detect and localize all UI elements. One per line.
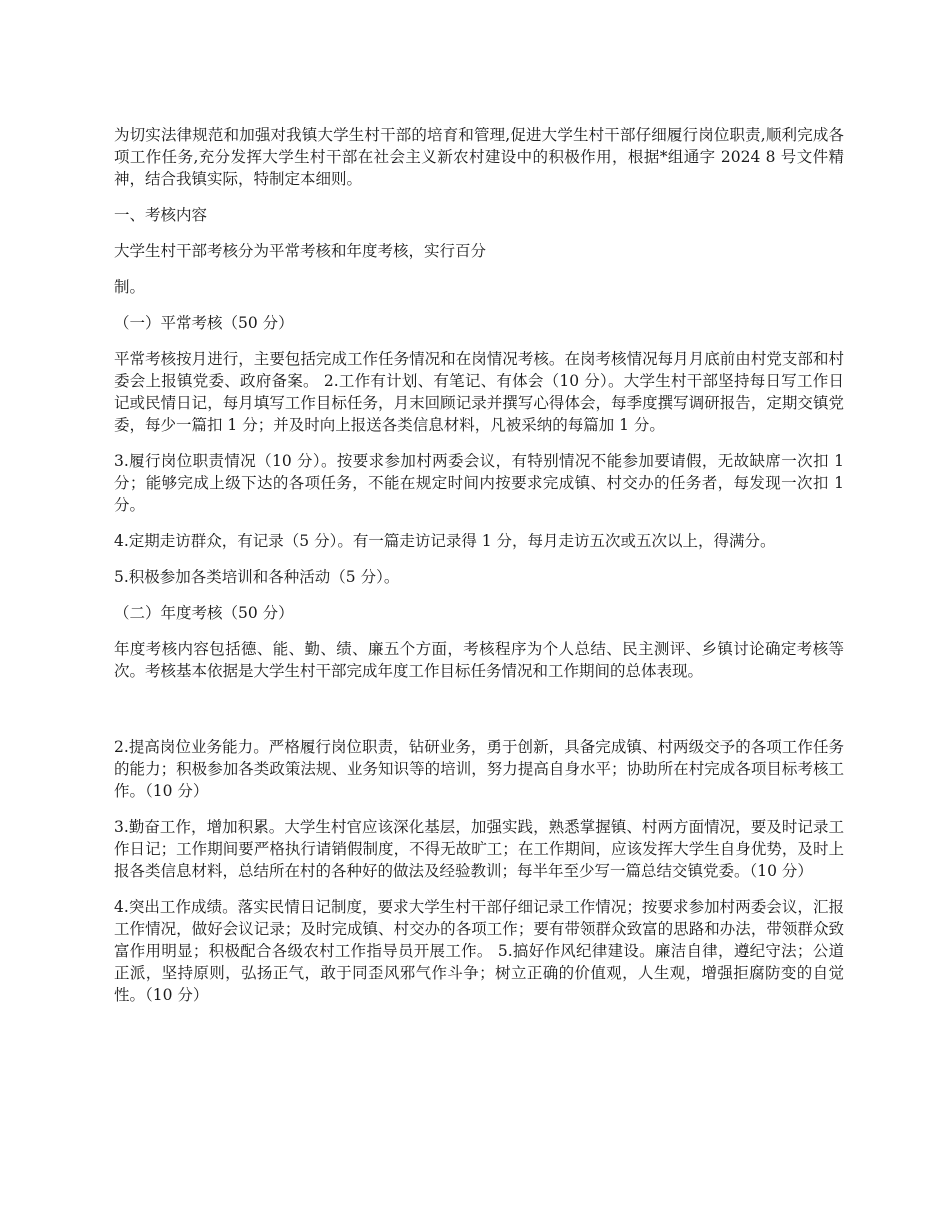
regular-assessment-paragraph: 平常考核按月进行，主要包括完成工作任务情况和在岗情况考核。在岗考核情况每月月底前由村党支部和村委会上报镇党委、政府备案。 2.工作有计划、有笔记、有体会（10 分）。大学生村干部坚持每日写工作日记或民情日记，每月填写工作目标任务，月末回顾记录并撰写心得体会，每季度撰写调研报告，定期交镇党委，每少一篇扣 1 分；并及时向上报送各类信息材料，凡被采纳的每篇加 1 分。 (114, 350, 844, 434)
item-training-activities: 5.积极参加各类培训和各种活动（5 分）。 (114, 568, 400, 586)
document-body (114, 124, 844, 1020)
annual-assessment-paragraph: 年度考核内容包括德、能、勤、绩、廉五个方面，考核程序为个人总结、民主测评、乡镇讨论确定考核等次。考核基本依据是大学生村干部完成年度工作目标任务情况和工作期间的总体表现。 (114, 640, 844, 680)
intro-paragraph: 为切实法律规范和加强对我镇大学生村干部的培育和管理,促进大学生村干部仔细履行岗位职责,顺利完成各项工作任务,充分发挥大学生村干部在社会主义新农村建设中的积极作用，根据*组通字 2024 8 号文件精神，结合我镇实际，特制定本细则。 (114, 126, 844, 188)
section-heading-assessment-content: 一、考核内容 (114, 206, 208, 224)
item-diligent-work: 3.勤奋工作，增加积累。大学生村官应该深化基层，加强实践，熟悉掌握镇、村两方面情况，要及时记录工作日记；工作期间要严格执行请销假制度，不得无故旷工；在工作期间，应该发挥大学生自身优势，及时上报各类信息材料，总结所在村的各种好的做法及经验教训；每半年至少写一篇总结交镇党委。（10 分） (114, 818, 844, 880)
subsection-heading-regular-assessment: （一）平常考核（50 分） (114, 314, 294, 332)
item-professional-ability: 2.提高岗位业务能力。严格履行岗位职责，钻研业务，勇于创新，具备完成镇、村两级交予的各项工作任务的能力；积极参加各类政策法规、业务知识等的培训，努力提高自身水平；协助所在村完成各项目标考核工作。（10 分） (114, 738, 844, 800)
section-spacer (114, 696, 844, 736)
item-work-achievements: 4.突出工作成绩。落实民情日记制度，要求大学生村干部仔细记录工作情况；按要求参加村两委会议，汇报工作情况，做好会议记录；及时完成镇、村交办的各项工作；要有带领群众致富的思路和办法，带领群众致富作用明显；积极配合各级农村工作指导员开展工作。 5.搞好作风纪律建设。廉洁自律，遵纪守法；公道正派，坚持原则，弘扬正气，敢于同歪风邪气作斗争；树立正确的价值观，人生观，增强拒腐防变的自觉性。（10 分） (114, 898, 844, 1004)
assessment-overview: 大学生村干部考核分为平常考核和年度考核，实行百分 (114, 242, 487, 260)
item-job-duties: 3.履行岗位职责情况（10 分）。按要求参加村两委会议，有特别情况不能参加要请假，无故缺席一次扣 1 分；能够完成上级下达的各项任务，不能在规定时间内按要求完成镇、村交办的任务者，每发现一次扣 1 分。 (114, 452, 844, 514)
assessment-overview-continued: 制。 (114, 278, 146, 296)
item-visit-residents: 4.定期走访群众，有记录（5 分）。有一篇走访记录得 1 分，每月走访五次或五次以上，得满分。 (114, 532, 776, 550)
subsection-heading-annual-assessment: （二）年度考核（50 分） (114, 604, 294, 622)
